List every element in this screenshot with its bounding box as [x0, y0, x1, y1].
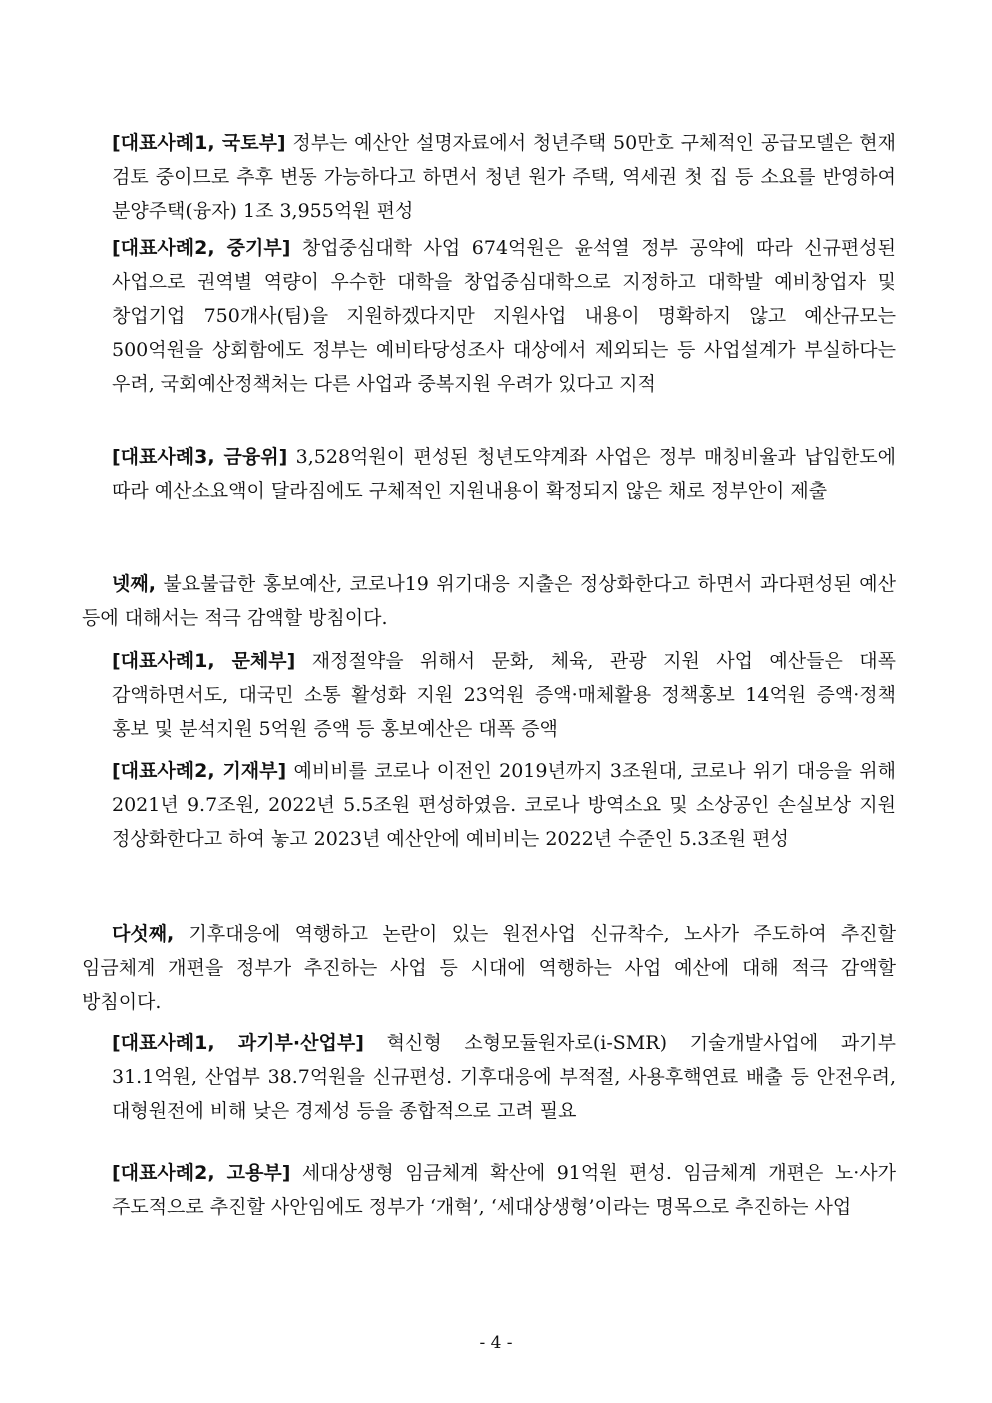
paragraph-text: 기후대응에 역행하고 논란이 있는 원전사업 신규착수, 노사가 주도하여 추진할 임금체계 개편을 정부가 추진하는 사업 등 시대에 역행하는 사업 예산에 대해 적극 감액할 방침이다. — [82, 923, 896, 1013]
case-text: 3,528억원이 편성된 청년도약계좌 사업은 정부 매칭비율과 납입한도에 따라 예산소요액이 달라짐에도 구체적인 지원내용이 확정되지 않은 채로 정부안이 제출 — [112, 446, 896, 502]
paragraph-fifth — [82, 917, 896, 1019]
case-text: 정부는 예산안 설명자료에서 청년주택 50만호 구체적인 공급모델은 현재 검토 중이므로 추후 변동 가능하다고 하면서 청년 원가 주택, 역세권 첫 집 등 소요를 반영하여 분양주택(융자) 1조 3,955억원 편성 — [112, 132, 896, 222]
case-tag: [대표사례3, 금융위] — [112, 446, 288, 468]
case-tag: [대표사례2, 고용부] — [112, 1162, 291, 1184]
case-text: 재정절약을 위해서 문화, 체육, 관광 지원 사업 예산들은 대폭 감액하면서도, 대국민 소통 활성화 지원 23억원 증액·매체활용 정책홍보 14억원 증액·정책 홍보 및 분석지원 5억원 증액 등 홍보예산은 대폭 증액 — [112, 650, 897, 740]
case-youth-3 — [112, 440, 896, 508]
case-tag: [대표사례1, 국토부] — [112, 132, 286, 154]
case-era-2 — [112, 1156, 896, 1224]
case-era-1 — [112, 1026, 896, 1128]
case-tag: [대표사례2, 기재부] — [112, 760, 287, 782]
case-tag: [대표사례1, 과기부·산업부] — [112, 1032, 364, 1054]
case-text: 창업중심대학 사업 674억원은 윤석열 정부 공약에 따라 신규편성된 사업으로 권역별 역량이 우수한 대학을 창업중심대학으로 지정하고 대학발 예비창업자 및 창업기업 750개사(팀)을 지원하겠다지만 지원사업 내용이 명확하지 않고 예산규모는 500억원을 상회함에도 정부는 예비타당성조사 대상에서 제외되는 등 사업설계가 부실하다는 우려, 국회예산정책처는 다른 사업과 중복지원 우려가 있다고 지적 — [112, 237, 896, 395]
paragraph-text: 불요불급한 홍보예산, 코로나19 위기대응 지출은 정상화한다고 하면서 과다편성된 예산 등에 대해서는 적극 감액할 방침이다. — [82, 573, 896, 629]
case-text: 예비비를 코로나 이전인 2019년까지 3조원대, 코로나 위기 대응을 위해 2021년 9.7조원, 2022년 5.5조원 편성하였음. 코로나 방역소요 및 소상공인 손실보상 지원 정상화한다고 하여 놓고 2023년 예산안에 예비비는 2022년 수준인 5.3조원 편성 — [112, 760, 896, 850]
paragraph-lead: 다섯째, — [112, 923, 175, 945]
case-text: 혁신형 소형모듈원자로(i-SMR) 기술개발사업에 과기부 31.1억원, 산업부 38.7억원을 신규편성. 기후대응에 부적절, 사용후핵연료 배출 등 안전우려, 대형원전에 비해 낮은 경제성 등을 종합적으로 고려 필요 — [112, 1032, 896, 1122]
case-pr-1 — [112, 644, 896, 746]
case-tag: [대표사례1, 문체부] — [112, 650, 296, 672]
case-youth-2 — [112, 231, 896, 401]
case-tag: [대표사례2, 중기부] — [112, 237, 291, 259]
paragraph-fourth — [82, 567, 896, 635]
case-text: 세대상생형 임금체계 확산에 91억원 편성. 임금체계 개편은 노·사가 주도적으로 추진할 사안임에도 정부가 ‘개혁’, ‘세대상생형’이라는 명목으로 추진하는 사업 — [112, 1162, 897, 1218]
case-pr-2 — [112, 754, 896, 856]
case-youth-1 — [112, 126, 896, 228]
paragraph-lead: 넷째, — [112, 573, 156, 595]
page-number: - 4 - — [479, 1333, 513, 1353]
